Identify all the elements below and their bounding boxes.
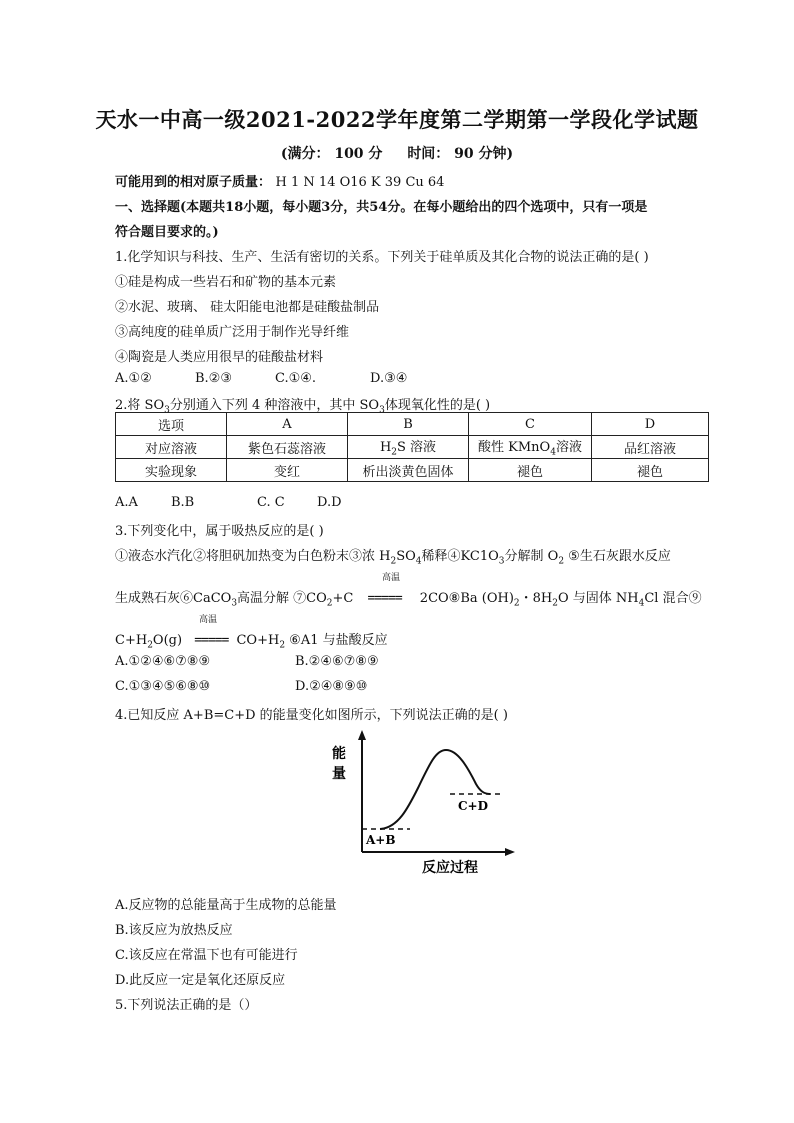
q4-option-a[interactable]: A.反应物的总能量高于生成物的总能量 xyxy=(115,898,337,913)
q1-statement-3: ③高纯度的硅单质广泛用于制作光导纤维 xyxy=(115,325,350,340)
q2-table xyxy=(115,412,709,482)
atomic-mass-values: H 1 N 14 O16 K 39 Cu 64 xyxy=(275,175,445,190)
cell-text: 溶液 xyxy=(555,440,582,456)
x-axis-arrow xyxy=(505,848,515,856)
q4-option-b[interactable]: B.该反应为放热反应 xyxy=(115,923,233,938)
q1-statement-1: ①硅是构成一些岩石和矿物的基本元素 xyxy=(115,275,337,290)
table-cell: 选项 xyxy=(116,413,227,436)
table-cell xyxy=(348,436,469,459)
q4-option-c[interactable]: C.该反应在常温下也有可能进行 xyxy=(115,948,298,963)
q3-text: O 与固体 NH xyxy=(557,591,639,606)
q1-options xyxy=(115,371,407,386)
q3-line-2 xyxy=(115,587,702,609)
equals-sign: ===== xyxy=(367,591,402,606)
q2-option-c[interactable]: C. C xyxy=(257,495,285,510)
q3-sub: 4 xyxy=(638,598,645,609)
energy-curve xyxy=(380,750,490,829)
q2-options xyxy=(115,495,342,510)
q3-text: +C xyxy=(332,591,354,606)
q1-option-b[interactable]: B.②③ xyxy=(195,371,232,386)
q3-sub: 2 xyxy=(513,598,520,609)
y-axis-label-2: 量 xyxy=(332,766,346,782)
equals-sign: ===== xyxy=(194,633,229,648)
q3-text: 分解制 O xyxy=(504,549,559,564)
q3-sub: 3 xyxy=(231,598,238,609)
table-row xyxy=(116,413,709,436)
q3-sub: 2 xyxy=(326,598,333,609)
x-axis-label: 反应过程 xyxy=(422,860,478,876)
table-row xyxy=(116,436,709,459)
table-cell: C xyxy=(469,413,592,436)
q3-sub: 2 xyxy=(147,640,153,651)
q1-option-d[interactable]: D.③④ xyxy=(370,371,408,386)
q2-option-a[interactable]: A.A xyxy=(115,495,138,510)
exam-title: 天水一中高一级2021-2022学年度第二学期第一学段化学试题 xyxy=(95,107,699,132)
q2-stem-part: 体现氧化性的是( ) xyxy=(384,398,491,413)
table-cell: 品红溶液 xyxy=(592,436,709,459)
q3-options-row2 xyxy=(115,679,367,694)
section-heading-line2: 符合题目要求的。) xyxy=(115,225,219,240)
q3-line-3 xyxy=(115,629,388,651)
cell-sub: 4 xyxy=(550,447,556,458)
q3-text: CO+H xyxy=(236,633,280,648)
cell-text: 酸性 KMnO xyxy=(478,440,551,456)
table-cell: 析出淡黄色固体 xyxy=(348,459,469,482)
q3-sub: 2 xyxy=(390,556,397,567)
section-heading-line1: 一、选择题(本题共18小题，每小题3分，共54分。在每小题给出的四个选项中，只有一项是 xyxy=(115,200,648,215)
cell-text: S 溶液 xyxy=(397,440,437,456)
q1-option-a[interactable]: A.①② xyxy=(115,371,152,386)
q1-option-c[interactable]: C.①④. xyxy=(275,371,317,386)
q3-sub: 2 xyxy=(279,640,286,651)
q3-option-a[interactable]: A.①②④⑥⑦⑧⑨ xyxy=(115,654,211,669)
q3-sub: 3 xyxy=(498,556,505,567)
q3-options-row1 xyxy=(115,654,379,669)
q3-text: ・8H xyxy=(519,591,553,606)
q3-text: 2CO⑧Ba (OH) xyxy=(419,591,514,606)
reaction-condition: 高温 xyxy=(382,573,401,583)
q3-stem: 3.下列变化中，属于吸热反应的是( ) xyxy=(115,524,324,539)
q2-option-d[interactable]: D.D xyxy=(317,495,342,510)
q3-text: SO xyxy=(396,549,416,564)
table-cell: 实验现象 xyxy=(116,459,227,482)
table-cell: B xyxy=(348,413,469,436)
q3-text: O(g) xyxy=(152,633,183,648)
q3-text: C+H xyxy=(115,633,148,648)
q5-stem: 5.下列说法正确的是（） xyxy=(115,998,258,1013)
reactant-label: A+B xyxy=(366,833,396,847)
q3-sub: 4 xyxy=(415,556,422,567)
table-cell: 褪色 xyxy=(469,459,592,482)
q1-stem: 1.化学知识与科技、生产、生活有密切的关系。下列关于硅单质及其化合物的说法正确的是( ) xyxy=(115,250,649,265)
atomic-mass-line xyxy=(115,171,444,190)
q3-text: 稀释④KC1O xyxy=(421,549,499,564)
table-row xyxy=(116,459,709,482)
cell-text: H xyxy=(379,440,392,456)
q3-text: 生成熟石灰⑥CaCO xyxy=(115,591,232,606)
table-cell: 变红 xyxy=(227,459,348,482)
y-axis-label-1: 能 xyxy=(332,746,346,762)
q3-text: Cl 混合⑨ xyxy=(644,591,702,606)
q4-stem: 4.已知反应 A+B=C+D 的能量变化如图所示，下列说法正确的是( ) xyxy=(115,708,508,723)
q3-text: 高温分解 ⑦CO xyxy=(237,591,327,606)
table-cell: A xyxy=(227,413,348,436)
cell-sub: 2 xyxy=(391,447,398,458)
full-score: (满分： 100 分 xyxy=(280,146,383,162)
q3-option-c[interactable]: C.①③④⑤⑥⑧⑩ xyxy=(115,679,211,694)
q3-sub: 2 xyxy=(552,598,558,609)
q2-option-b[interactable]: B.B xyxy=(171,495,195,510)
q3-sub: 2 xyxy=(558,556,565,567)
exam-subtitle xyxy=(0,143,794,163)
q2-stem-sub: 3 xyxy=(164,405,170,416)
table-cell: 紫色石蕊溶液 xyxy=(227,436,348,459)
energy-diagram xyxy=(318,728,518,878)
q3-option-b[interactable]: B.②④⑥⑦⑧⑨ xyxy=(295,654,379,669)
q4-option-d[interactable]: D.此反应一定是氧化还原反应 xyxy=(115,973,286,988)
q3-text: ⑤生石灰跟水反应 xyxy=(564,549,671,564)
table-cell: D xyxy=(592,413,709,436)
table-cell: 对应溶液 xyxy=(116,436,227,459)
q2-stem-part: 分别通入下列 4 种溶液中，其中 SO xyxy=(169,398,380,413)
atomic-mass-label: 可能用到的相对原子质量： xyxy=(115,175,272,190)
q3-option-d[interactable]: D.②④⑧⑨⑩ xyxy=(295,679,368,694)
exam-time: 时间： 90 分钟) xyxy=(407,146,514,162)
product-label: C+D xyxy=(458,799,489,813)
q2-stem-part: 2.将 SO xyxy=(115,398,165,413)
reaction-condition: 高温 xyxy=(199,615,218,625)
table-cell: 褪色 xyxy=(592,459,709,482)
q1-statement-4: ④陶瓷是人类应用很早的硅酸盐材料 xyxy=(115,350,324,365)
table-cell xyxy=(469,436,592,459)
q2-stem-sub: 3 xyxy=(379,405,385,416)
y-axis-arrow xyxy=(358,730,366,740)
q3-line-1 xyxy=(115,545,671,567)
q3-text: ①液态水汽化②将胆矾加热变为白色粉末③浓 H xyxy=(115,549,391,564)
q3-text: ⑥A1 与盐酸反应 xyxy=(285,633,388,648)
q1-statement-2: ②水泥、玻璃、 硅太阳能电池都是硅酸盐制品 xyxy=(115,300,380,315)
